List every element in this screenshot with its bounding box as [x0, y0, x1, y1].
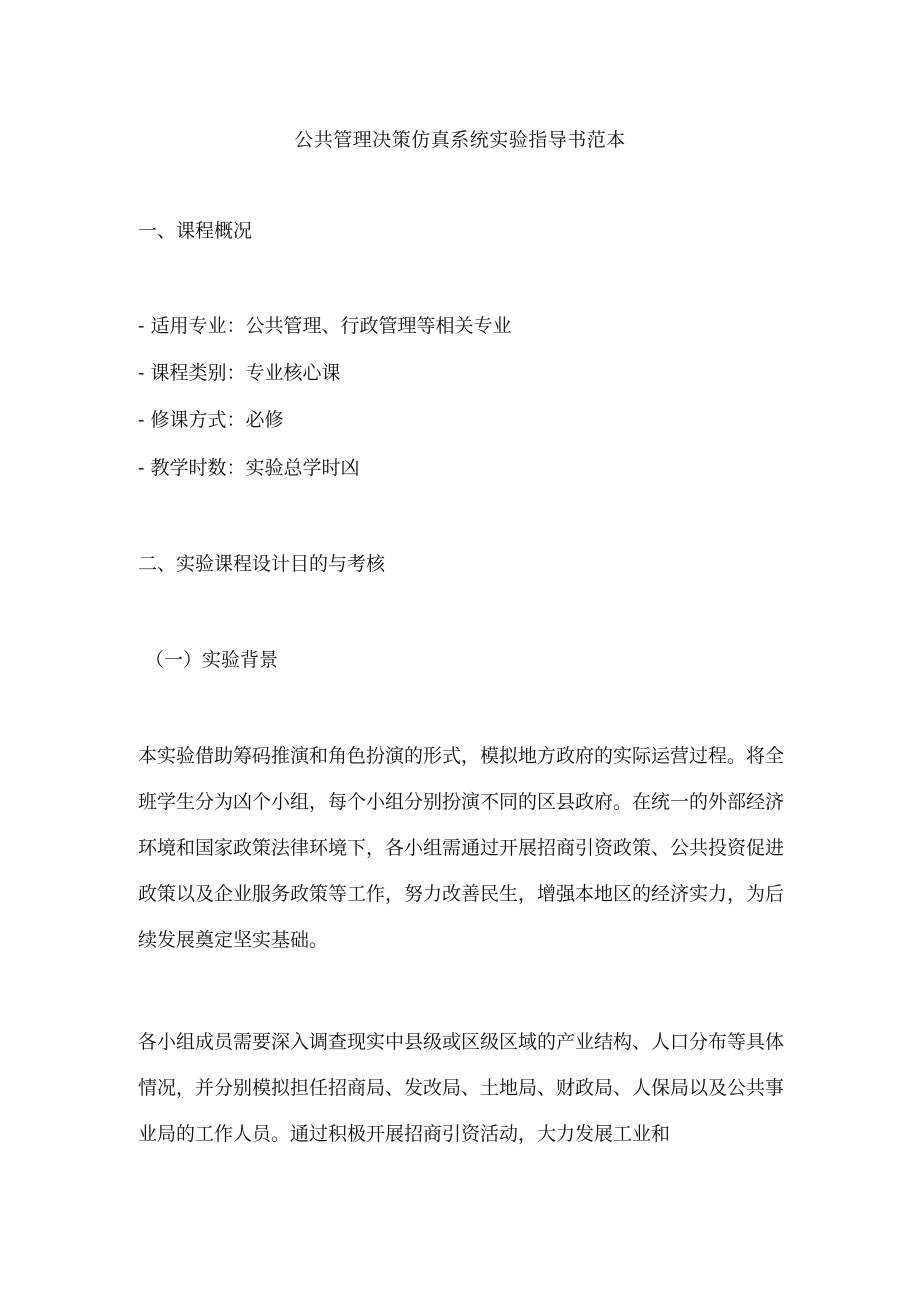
course-info-item-hours: - 教学时数：实验总学时凶	[138, 457, 360, 479]
course-info-item-major: - 适用专业：公共管理、行政管理等相关专业	[138, 315, 512, 337]
course-info-item-category: - 课程类别：专业核心课	[138, 362, 341, 384]
paragraph-background-1: 本实验借助筹码推演和角色扮演的形式，模拟地方政府的实际运营过程。将全班学生分为凶个小组，每个小组分别扮演不同的区县政府。在统一的外部经济环境和国家政策法律环境下，各小组需通过开展招商引资政策、公共投资促进政策以及企业服务政策等工作，努力改善民生，增强本地区的经济实力，为后续发展奠定坚实基础。	[138, 745, 785, 951]
section-1-heading: 一、课程概况	[138, 220, 253, 242]
document-title: 公共管理决策仿真系统实验指导书范本	[294, 129, 626, 151]
paragraph-background-2: 各小组成员需要深入调查现实中县级或区级区域的产业结构、人口分布等具体情况，并分别模拟担任招商局、发改局、土地局、财政局、人保局以及公共事业局的工作人员。通过积极开展招商引资活动，大力发展工业和	[138, 1031, 785, 1145]
section-2-heading: 二、实验课程设计目的与考核	[138, 553, 386, 575]
course-info-item-mode: - 修课方式：必修	[138, 409, 284, 431]
subsection-heading-background: （一）实验背景	[145, 649, 279, 671]
